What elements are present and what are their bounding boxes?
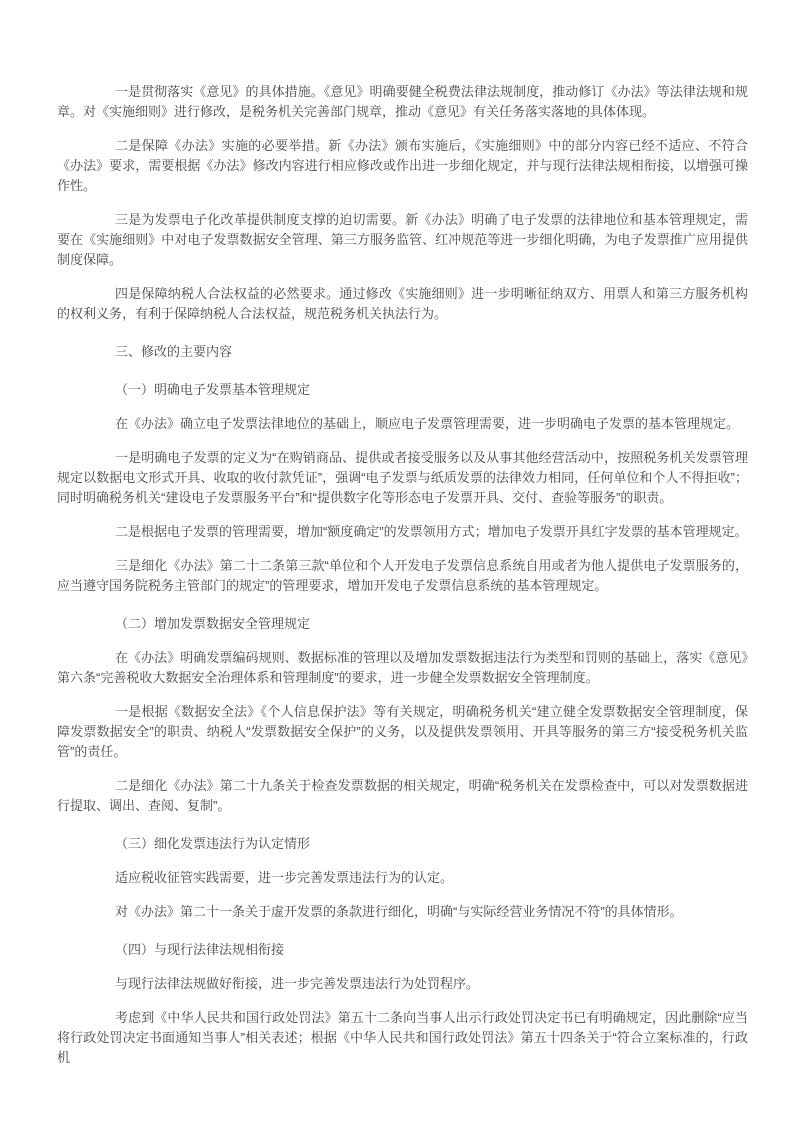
paragraph: 在《办法》明确发票编码规则、数据标准的管理以及增加发票数据违法行为类型和罚则的基础上，落实《意见》第六条“完善税收大数据安全治理体系和管理制度”的要求，进一步健全发票数据安全管理制度。 bbox=[57, 650, 748, 685]
paragraph: 适应税收征管实践需要，进一步完善发票违法行为的认定。 bbox=[115, 870, 454, 885]
paragraph: 在《办法》确立电子发票法律地位的基础上，顺应电子发票管理需要，进一步明确电子发票的基本管理规定。 bbox=[115, 416, 740, 431]
paragraph: 与现行法律法规做好衔接，进一步完善发票违法行为处罚程序。 bbox=[115, 976, 480, 991]
paragraph: 一是贯彻落实《意见》的具体措施。《意见》明确要健全税费法律法规制度，推动修订《办法》等法律法规和规章。对《实施细则》进行修改，是税务机关完善部门规章，推动《意见》有关任务落实落地的具体体现。 bbox=[57, 84, 748, 119]
paragraph: 二是保障《办法》实施的必要举措。新《办法》颁布实施后，《实施细则》中的部分内容已经不适应、不符合《办法》要求，需要根据《办法》修改内容进行相应修改或作出进一步细化规定，并与现行法律法规相衔接，以增强可操作性。 bbox=[57, 138, 748, 193]
section-heading: 三、修改的主要内容 bbox=[115, 344, 233, 359]
paragraph: 二是细化《办法》第二十九条关于检查发票数据的相关规定，明确“税务机关在发票检查中，可以对发票数据进行提取、调出、查阅、复制”。 bbox=[57, 778, 748, 813]
paragraph: 三是为发票电子化改革提供制度支撑的迫切需要。新《办法》明确了电子发票的法律地位和基本管理规定，需要在《实施细则》中对电子发票数据安全管理、第三方服务监管、红冲规范等进一步细化明确，为电子发票推广应用提供制度保障。 bbox=[57, 212, 748, 267]
section-heading: （三）细化发票违法行为认定情形 bbox=[115, 836, 311, 851]
paragraph: 对《办法》第二十一条关于虚开发票的条款进行细化，明确“与实际经营业务情况不符”的具体情形。 bbox=[115, 904, 683, 919]
paragraph: 一是根据《数据安全法》《个人信息保护法》等有关规定，明确税务机关“建立健全发票数据安全管理制度，保障发票数据安全”的职责、纳税人“发票数据安全保护”的义务，以及提供发票领用、开具等服务的第三方“接受税务机关监管”的责任。 bbox=[57, 704, 748, 759]
paragraph: 一是明确电子发票的定义为“在购销商品、提供或者接受服务以及从事其他经营活动中，按照税务机关发票管理规定以数据电文形式开具、收取的收付款凭证”，强调“电子发票与纸质发票的法律效力相同，任何单位和个人不得拒收”；同时明确税务机关“建设电子发票服务平台”和“提供数字化等形态电子发票开具、交付、查验等服务”的职责。 bbox=[57, 450, 748, 505]
paragraph: 考虑到《中华人民共和国行政处罚法》第五十二条向当事人出示行政处罚决定书已有明确规定，因此删除“应当将行政处罚决定书面通知当事人”相关表述；根据《中华人民共和国行政处罚法》第五十四条关于“符合立案标准的，行政机 bbox=[57, 1010, 748, 1065]
paragraph: 四是保障纳税人合法权益的必然要求。通过修改《实施细则》进一步明晰征纳双方、用票人和第三方服务机构的权利义务，有利于保障纳税人合法权益，规范税务机关执法行为。 bbox=[57, 286, 748, 321]
paragraph: 二是根据电子发票的管理需要，增加“额度确定”的发票领用方式；增加电子发票开具红字发票的基本管理规定。 bbox=[115, 524, 748, 539]
section-heading: （一）明确电子发票基本管理规定 bbox=[115, 382, 311, 397]
section-heading: （四）与现行法律法规相衔接 bbox=[115, 942, 285, 957]
section-heading: （二）增加发票数据安全管理规定 bbox=[115, 616, 311, 631]
paragraph: 三是细化《办法》第二十二条第三款“单位和个人开发电子发票信息系统自用或者为他人提供电子发票服务的，应当遵守国务院税务主管部门的规定”的管理要求，增加开发电子发票信息系统的基本管理规定。 bbox=[57, 558, 748, 593]
